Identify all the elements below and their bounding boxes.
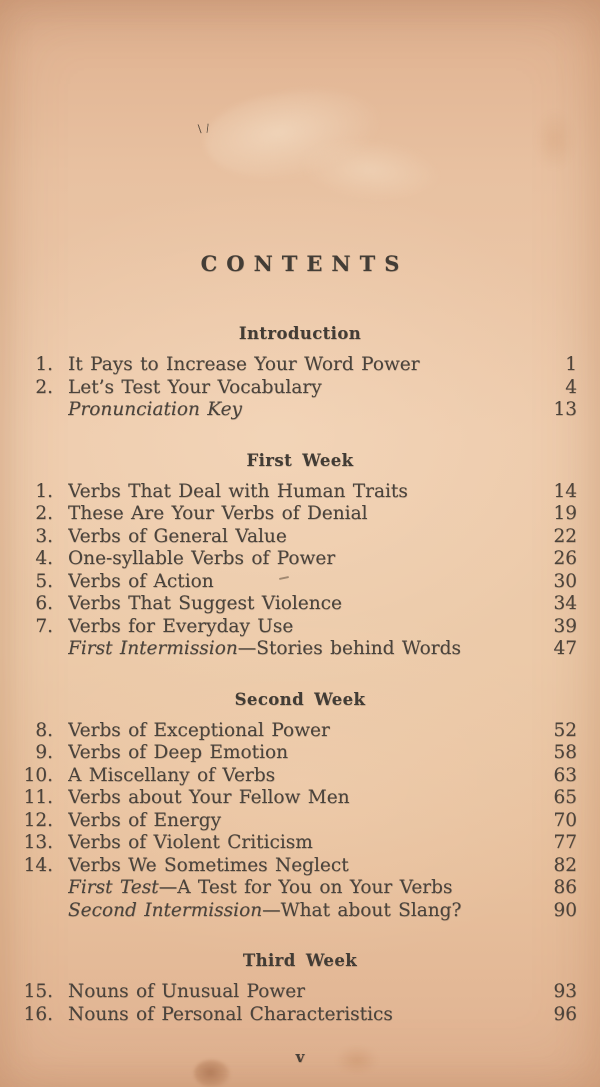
entry-title: [68, 787, 537, 810]
entry-title-roman: Verbs We Sometimes Neglect: [68, 854, 349, 876]
entry-page-number: 1: [565, 354, 577, 375]
entry-title-roman: Verbs of Violent Criticism: [68, 832, 313, 853]
toc-entry-row: [0, 877, 600, 900]
entry-title: [68, 526, 537, 549]
toc-entry-row: [0, 810, 600, 833]
section-entries: [0, 720, 600, 923]
entry-title: [68, 832, 537, 855]
toc-entry-row: [0, 399, 600, 422]
entry-title-italic: Pronunciation Key: [68, 399, 242, 420]
entry-number: 13.: [23, 832, 53, 853]
entry-number: 2.: [35, 503, 53, 524]
entry-title-roman: Let’s Test Your Vocabulary: [68, 376, 322, 398]
toc-entry-row: [0, 616, 600, 639]
entry-number: 9.: [35, 742, 53, 763]
toc-section: [0, 451, 600, 661]
entry-title: [68, 981, 537, 1004]
entry-title-roman: Verbs about Your Fellow Men: [68, 787, 350, 808]
entry-page-number: 93: [553, 981, 577, 1002]
toc-entry-row: [0, 765, 600, 788]
entry-title: [68, 1004, 537, 1027]
paper-stain-edge: [535, 110, 575, 170]
entry-title-italic: Second Intermission: [68, 899, 263, 921]
entry-page-number: 22: [553, 525, 577, 547]
entry-title-roman: Verbs of Deep Emotion: [68, 742, 289, 763]
entry-title-roman: Verbs That Suggest Violence: [68, 593, 342, 614]
toc-section: [0, 324, 600, 422]
entry-title: [68, 765, 537, 788]
entry-page-number: 4: [565, 376, 577, 398]
entry-title: [68, 354, 537, 377]
entry-title: [68, 810, 537, 833]
entry-number: 7.: [35, 615, 53, 637]
section-heading: First Week: [246, 450, 354, 470]
entry-title: [68, 548, 537, 571]
entry-page-number: 52: [553, 719, 577, 741]
toc-entry-row: [0, 1004, 600, 1027]
toc-entry-row: [0, 526, 600, 549]
entry-title: [68, 877, 537, 900]
toc-entry-row: [0, 900, 600, 923]
entry-title: [68, 481, 537, 504]
entry-title: [68, 855, 537, 878]
page-title: CONTENTS: [200, 251, 409, 276]
section-entries: [0, 481, 600, 661]
entry-page-number: 19: [553, 503, 577, 524]
entry-title: [68, 638, 537, 661]
entry-number: 11.: [23, 787, 53, 808]
paper-stain-light-2: [297, 133, 443, 207]
entry-page-number: 77: [553, 832, 577, 853]
entry-number: 15.: [23, 981, 53, 1002]
toc-entry-row: [0, 855, 600, 878]
entry-title: [68, 593, 537, 616]
entry-title-roman: Verbs of Energy: [68, 809, 222, 831]
entry-page-number: 13: [553, 399, 577, 420]
entry-page-number: 39: [553, 615, 577, 637]
entry-page-number: 58: [553, 742, 577, 763]
entry-title: [68, 571, 537, 594]
toc-entry-row: [0, 481, 600, 504]
section-heading: Introduction: [238, 324, 362, 343]
entry-title-roman: —What about Slang?: [262, 899, 462, 921]
entry-number: 1.: [35, 480, 53, 502]
entry-title-roman: Verbs for Everyday Use: [68, 615, 294, 637]
entry-number: 14.: [23, 854, 53, 876]
toc-entry-row: [0, 981, 600, 1004]
toc-entry-row: [0, 377, 600, 400]
toc-entry-row: [0, 548, 600, 571]
page-folio: v: [295, 1048, 305, 1066]
entry-title-roman: Verbs of Exceptional Power: [68, 719, 330, 741]
section-heading: Second Week: [234, 689, 366, 709]
entry-title: [68, 503, 537, 526]
toc-sections: [0, 324, 600, 1026]
entry-title-roman: Verbs of Action: [68, 570, 214, 592]
entry-title-roman: Verbs That Deal with Human Traits: [68, 480, 408, 502]
entry-title-roman: —Stories behind Words: [237, 638, 461, 659]
entry-number: 3.: [35, 525, 53, 547]
entry-page-number: 70: [553, 809, 577, 831]
entry-number: 6.: [35, 593, 53, 614]
toc-entry-row: [0, 571, 600, 594]
entry-title-italic: First Test: [68, 877, 159, 898]
entry-page-number: 34: [553, 593, 577, 614]
toc-entry-row: [0, 593, 600, 616]
entry-title: [68, 399, 537, 422]
toc-section: [0, 690, 600, 923]
entry-title-roman: These Are Your Verbs of Denial: [68, 503, 368, 524]
entry-page-number: 96: [553, 1003, 577, 1025]
entry-title-roman: One-syllable Verbs of Power: [68, 548, 336, 569]
section-heading: Third Week: [242, 951, 358, 970]
entry-page-number: 65: [553, 787, 577, 808]
entry-page-number: 47: [553, 638, 577, 659]
entry-page-number: 63: [553, 764, 577, 786]
entry-number: 16.: [23, 1003, 53, 1025]
entry-title-roman: —A Test for You on Your Verbs: [158, 877, 453, 898]
pencil-mark: [196, 123, 213, 133]
entry-number: 1.: [35, 354, 53, 375]
section-entries: [0, 981, 600, 1026]
entry-number: 12.: [23, 809, 53, 831]
entry-title: [68, 900, 537, 923]
toc-entry-row: [0, 720, 600, 743]
toc-entry-row: [0, 503, 600, 526]
entry-page-number: 90: [553, 899, 577, 921]
toc-entry-row: [0, 354, 600, 377]
entry-title-roman: Nouns of Personal Characteristics: [68, 1003, 393, 1025]
entry-title-roman: Nouns of Unusual Power: [68, 981, 306, 1002]
entry-title: [68, 616, 537, 639]
entry-page-number: 26: [553, 548, 577, 569]
entry-number: 2.: [35, 376, 53, 398]
entry-title: [68, 720, 537, 743]
entry-number: 5.: [35, 570, 53, 592]
entry-title: [68, 742, 537, 765]
toc-entry-row: [0, 832, 600, 855]
toc-entry-row: [0, 742, 600, 765]
entry-number: 8.: [35, 719, 53, 741]
entry-title-roman: Verbs of General Value: [68, 525, 287, 547]
entry-title-italic: First Intermission: [68, 638, 238, 659]
entry-page-number: 30: [553, 570, 577, 592]
entry-page-number: 14: [553, 480, 577, 502]
toc-entry-row: [0, 787, 600, 810]
entry-number: 4.: [35, 548, 53, 569]
section-entries: [0, 354, 600, 422]
entry-title-roman: It Pays to Increase Your Word Power: [68, 354, 420, 375]
entry-page-number: 82: [553, 854, 577, 876]
entry-title: [68, 377, 537, 400]
entry-page-number: 86: [553, 877, 577, 898]
toc-section: [0, 951, 600, 1026]
toc-entry-row: [0, 638, 600, 661]
entry-title-roman: A Miscellany of Verbs: [68, 764, 276, 786]
entry-number: 10.: [23, 764, 53, 786]
